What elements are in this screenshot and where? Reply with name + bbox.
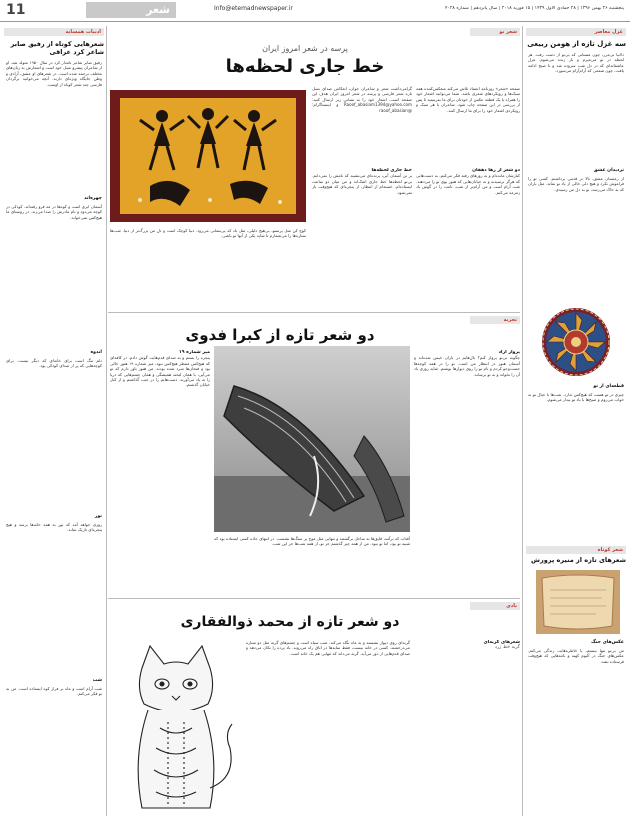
article-body: دلانیا بی‌مرز، چون مستانی که بی‌تو از دست رفت. هر لحظه در تو می‌میرم و باز زنده می‌شوم. غزل عاشقانه‌ای که در دل شب سروده شد و تا صبح ادامه یافت، چون شمعی که آرام‌آرام می‌سوزد.: [528, 52, 624, 74]
main-headline: خط جاری لحظه‌ها: [225, 56, 385, 77]
article-body: من بی‌تو تنها نیستم، با خاطره‌هایت زندگی می‌کنم. عکس‌های جنگ در آلبوم کهنه و نامه‌هایی که هیچ‌وقت فرستاده نشد.: [528, 648, 624, 664]
article-headline: سه غزل تازه از هومن ربیعی: [527, 40, 626, 48]
cat-illustration: [112, 638, 240, 816]
poem-subtitle: گربه خط زرد: [494, 645, 520, 651]
section-tag: تجربه: [470, 316, 520, 324]
poem-body: کوچ کن مثل پرستو، بی‌هیچ دلیلی، مثل باد که بی‌نشانی می‌رود. دنیا کوچک است و دل من بزرگ‌تر از دنیا. شب‌ها ستاره‌ها را می‌شمارم تا شاید یکی از آنها تو باشی.: [110, 228, 306, 239]
poem-title: خط جاری لحظه‌ها: [371, 168, 412, 173]
section-divider: [108, 312, 520, 313]
parchment-image: [536, 570, 620, 634]
article-body: شب آرام است و ماه بر فراز کوه ایستاده است. من به تو فکر می‌کنم.: [6, 686, 102, 697]
contact-email[interactable]: Info@etemadnewspaper.ir: [214, 5, 293, 12]
article-body: دلم تنگ است برای خانه‌ای که دیگر نیست. برای کوچه‌هایی که پر از صدای کودکی بود.: [6, 358, 102, 369]
article-headline: شعرهای تازه از منیره پرورش: [531, 556, 626, 564]
kicker: پرسه در شعر امروز ایران: [262, 44, 348, 53]
poem-title: پرواز آزاد: [498, 350, 520, 355]
poem-title: عکس‌های جنگ: [591, 640, 624, 645]
poem-body: آفتاب که برآمد، قایق‌ها به ساحل برگشتند و تنهایی مثل موج بر سنگ‌ها نشست. در انتهای جاده کسی ایستاده بود که شبیه تو بود، اما تو نبود. من از همه چیز گذشتم جز تو، از همه شب‌ها جز این شب.: [214, 536, 410, 547]
section-headline: دو شعر تازه از کبرا فدوی: [185, 326, 375, 344]
poem-title: تردیدان عشق: [593, 168, 624, 173]
poem-body: [414, 640, 520, 816]
section-tag: یادی: [470, 602, 520, 610]
poem-title: میز شماره ۱۹: [178, 350, 210, 355]
poem-title: دو شعر از رها دهقان: [472, 168, 520, 173]
poem-title: شعرهای گربه‌ای: [483, 640, 520, 645]
dateline: پنجشنبه ۲۶ بهمن ۱۳۹۶ | ۲۸ جمادی الاول ۱۴۳۹ | ۱۵ فوریه ۲۰۱۸ | سال پانزدهم | شماره ۴۰۲۸: [445, 6, 624, 11]
intro-text: صفحه «شعر» روزنامه اعتماد تلاش می‌کند منعکس‌کننده همه سبک‌ها و رویکردهای شعری باشد. شما می‌توانید اشعار خود را همراه با یک قطعه عکس از خودتان برای ما بفرستید تا پس از بررسی در این صفحه چاپ شود. شاعران با هر سبک و رویکردی اشعار خود را برای ما ارسال کنند.: [416, 86, 520, 113]
poem-body: [312, 168, 412, 308]
section-divider: [108, 598, 520, 599]
poem-body: [416, 168, 520, 308]
section-headline: دو شعر تازه از محمد ذوالفقاری: [180, 614, 400, 630]
poem-text: پنجره را بستم و به صدای قدم‌هایت گوش دادم. در کافه‌ای که هیچ‌کس منتظر هیچ‌کس نبود، میز شماره ۱۹ هنوز خالی بود و فنجان‌ها سرد شده بودند. من هنوز باور دارم که تو می‌آیی، با همان لبخند همیشگی و همان چشم‌هایی که دریا را به یاد می‌آورند. دست‌هایم را در جیب گذاشتم و از کنار خیابان گذشتم.: [110, 355, 210, 388]
folk-art-image: [110, 90, 306, 222]
rose-window-image: [532, 306, 620, 378]
poem-title: قطعه‌ای از تو: [593, 384, 624, 389]
poem-body: [414, 350, 520, 592]
article-body: روزی خواهد آمد که نور به همه خانه‌ها برسد و هیچ پنجره‌ای تاریک نماند.: [6, 522, 102, 533]
poem-text: کنارشان مانده‌ام و به روزهای رفته فکر می‌کنم، به دست‌هایی که هرگز نرسیدند و به خیابان‌هایی که هنوز بوی تو را می‌دهند. شب آرام است و من آرام‌تر از شب، نامت را در گوش باد زمزمه می‌کنم.: [416, 173, 520, 195]
article-body: رفیق صابر شاعر نامدار کرد در سال ۱۹۵۰ متولد شد. او از شاعران پیشرو نسل خود است و اشعارش به زبان‌های مختلف ترجمه شده است. در شعرهای او عشق، آزادی و وطن جایگاه ویژه‌ای دارند. آنچه می‌خوانید برگردان فارسی چند شعر کوتاه از اوست.: [6, 60, 102, 87]
boats-photo: [214, 346, 410, 532]
section-tag: شعر کوتاه: [526, 546, 626, 554]
article-headline: شعرهایی کوتاه از رفیق صابر شاعر کرد عراقی: [10, 40, 104, 56]
poem-text: بر تن آسمان آبی، پرنده‌ای می‌نشیند که نامش را نمی‌دانم. بی‌تو لحظه‌ها خط جاری اشک‌اند و من میان دو ساعت ایستاده‌ام. خسته‌ام از انتظار، از پنجره‌ای که هیچ‌وقت باز نمی‌شود.: [312, 173, 412, 195]
poem-body: [110, 350, 210, 590]
article-body: آسمان ابری است و کوه‌ها در مه فرو رفته‌اند. کودکی در کوچه می‌دود و نام مادرش را صدا می‌زند. در روستای ما هیچ‌کس نمی‌خوابد.: [6, 204, 102, 220]
section-label: شعر: [86, 2, 176, 18]
article-body: از زمستان عشق، بالا تر قدمی برداشتم. کسی تو را فراموش نکرد و هیچ دلی خالی از یاد تو نماند. مثل باران که به خاک می‌رسد، تو به دل من رسیدی.: [528, 176, 624, 192]
column-rule: [522, 26, 523, 816]
page-header: [0, 0, 630, 22]
page-number: 11: [6, 2, 26, 18]
poem-title: چهره‌اند: [84, 196, 102, 201]
intro-text: گرامی‌داشت شعر و شاعران جوان، انعکاس صدای نسل تازه شعر فارسی و پرسه در شعر امروز ایران هدف این صفحه است. اشعار خود را به نشانی زیر ارسال کنید: Raoof_abasiam1394@yahoo.com و اینستاگرام: @raoof_abasian: [312, 86, 412, 113]
column-rule: [106, 26, 107, 816]
poem-title: نور: [94, 514, 102, 519]
section-tag: شعر نو: [470, 28, 520, 36]
poem-body: گربه‌ای روی دیوار نشسته و به ماه نگاه می‌کند. شب سیاه است و چشم‌های گربه مثل دو ستاره می‌درخشند. کسی در خانه نیست، فقط سایه‌ها در اتاق راه می‌روند. باد پرده را تکان می‌دهد و صدای قدم‌هایی از دور می‌آید. گربه می‌داند که تنهایی هم یک خانه است.: [246, 640, 410, 656]
poem-title: اندوه: [90, 350, 102, 355]
poem-title: شب: [92, 678, 102, 683]
section-tag: غزل معاصر: [526, 28, 626, 36]
section-tag: ادبیات همسایه: [4, 28, 104, 36]
poem-text: چگونه بی‌تو پرواز کنم؟ بال‌هایم در باران خیس شده‌اند و آسمان هنوز در انتظار من است. تو را در همه کوچه‌ها جست‌وجو کردم و نام تو را روی دیوارها نوشتم. شاید روزی باد آن را بخواند و به تو برساند.: [414, 355, 520, 377]
article-body: چیزی در تو هست که هیچ‌کس ندارد. شب‌ها با خیال تو به خواب می‌روم و صبح‌ها با یاد تو بیدار می‌شوم.: [528, 392, 624, 403]
